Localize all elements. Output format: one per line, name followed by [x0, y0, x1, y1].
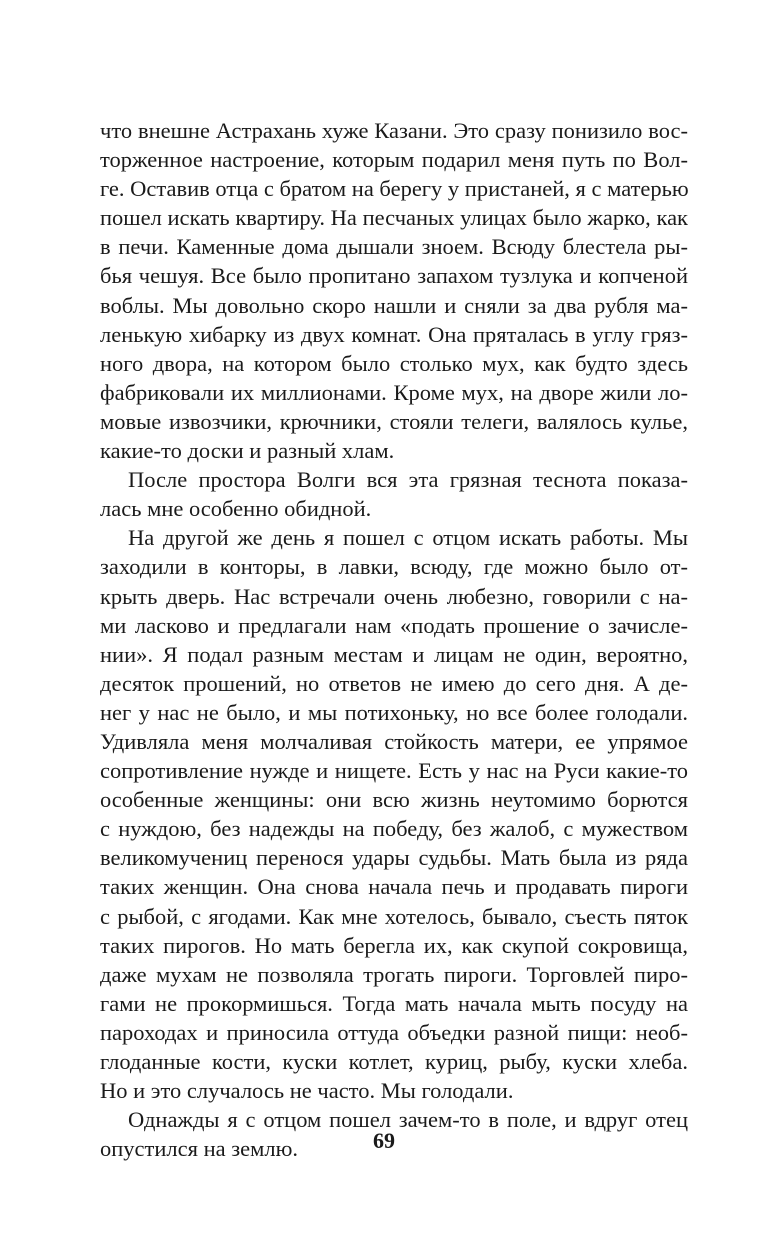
- body-text: [100, 116, 688, 1163]
- text-line: нег у нас не было, и мы потихоньку, но все более голодали.: [100, 699, 688, 725]
- text-line: лась мне особенно обидной.: [100, 496, 372, 522]
- text-line: таких пирогов. Но мать берегла их, как скупой сокровища,: [100, 932, 688, 958]
- text-line: нии». Я подал разным местам и лицам не один, вероятно,: [100, 641, 688, 667]
- text-line: После простора Волги вся эта грязная теснота показа-: [128, 467, 688, 493]
- text-line: На другой же день я пошел с отцом искать работы. Мы: [128, 525, 688, 551]
- text-line: Удивляла меня молчаливая стойкость матери, ее упрямое: [100, 728, 688, 754]
- page-number: 69: [373, 1128, 395, 1153]
- text-line: опустился на землю.: [100, 1136, 299, 1162]
- text-line: что внешне Астрахань хуже Казани. Это сразу понизило вос-: [100, 118, 688, 143]
- text-line: пароходах и приносила оттуда объедки разной пищи: необ-: [100, 1019, 688, 1045]
- text-line: пошел искать квартиру. На песчаных улицах было жарко, как: [100, 205, 688, 231]
- text-line: крыть дверь. Нас встречали очень любезно, говорили с на-: [100, 583, 688, 609]
- text-line: с нуждою, без надежды на победу, без жалоб, с мужеством: [100, 816, 688, 842]
- text-line: десяток прошений, но ответов не имею до сего дня. А де-: [100, 670, 688, 696]
- text-line: торженное настроение, которым подарил меня путь по Вол-: [100, 147, 688, 173]
- text-line: ге. Оставив отца с братом на берегу у пристаней, я с матерью: [100, 176, 689, 202]
- text-line: бья чешуя. Все было пропитано запахом тузлука и копченой: [100, 263, 688, 289]
- text-line: даже мухам не позволяла трогать пироги. Торговлей пиро-: [100, 961, 688, 987]
- text-line: ленькую хибарку из двух комнат. Она пряталась в углу гряз-: [100, 321, 688, 347]
- paragraph: [100, 523, 688, 1105]
- text-line: Однажды я с отцом пошел зачем-то в поле, и вдруг отец: [128, 1107, 688, 1133]
- text-line: мовые извозчики, крючники, стояли телеги, валялось кулье,: [100, 408, 688, 434]
- text-line: воблы. Мы довольно скоро нашли и сняли за два рубля ма-: [100, 292, 688, 318]
- text-line: какие-то доски и разный хлам.: [100, 438, 395, 464]
- text-line: заходили в конторы, в лавки, всюду, где можно было от-: [100, 554, 688, 580]
- text-line: Но и это случалось не часто. Мы голодали.: [100, 1078, 514, 1104]
- text-line: таких женщин. Она снова начала печь и продавать пироги: [100, 874, 688, 900]
- text-line: глоданные кости, куски котлет, куриц, рыбу, куски хлеба.: [100, 1049, 688, 1074]
- text-line: в печи. Каменные дома дышали зноем. Всюду блестела ры-: [100, 234, 688, 260]
- paragraph: [100, 465, 688, 523]
- text-line: особенные женщины: они всю жизнь неутомимо борются: [100, 787, 688, 813]
- text-line: ми ласково и предлагали нам «подать прошение о зачисле-: [100, 612, 688, 638]
- paragraph: [100, 116, 688, 465]
- text-line: фабриковали их миллионами. Кроме мух, на дворе жили ло-: [100, 379, 688, 405]
- text-line: с рыбой, с ягодами. Как мне хотелось, бывало, съесть пяток: [100, 903, 688, 929]
- text-line: великомучениц перенося удары судьбы. Мать была из ряда: [100, 845, 688, 871]
- text-line: ного двора, на котором было столько мух, как будто здесь: [100, 350, 688, 376]
- text-line: гами не прокормишься. Тогда мать начала мыть посуду на: [100, 990, 688, 1016]
- text-line: сопротивление нужде и нищете. Есть у нас на Руси какие-то: [100, 758, 688, 784]
